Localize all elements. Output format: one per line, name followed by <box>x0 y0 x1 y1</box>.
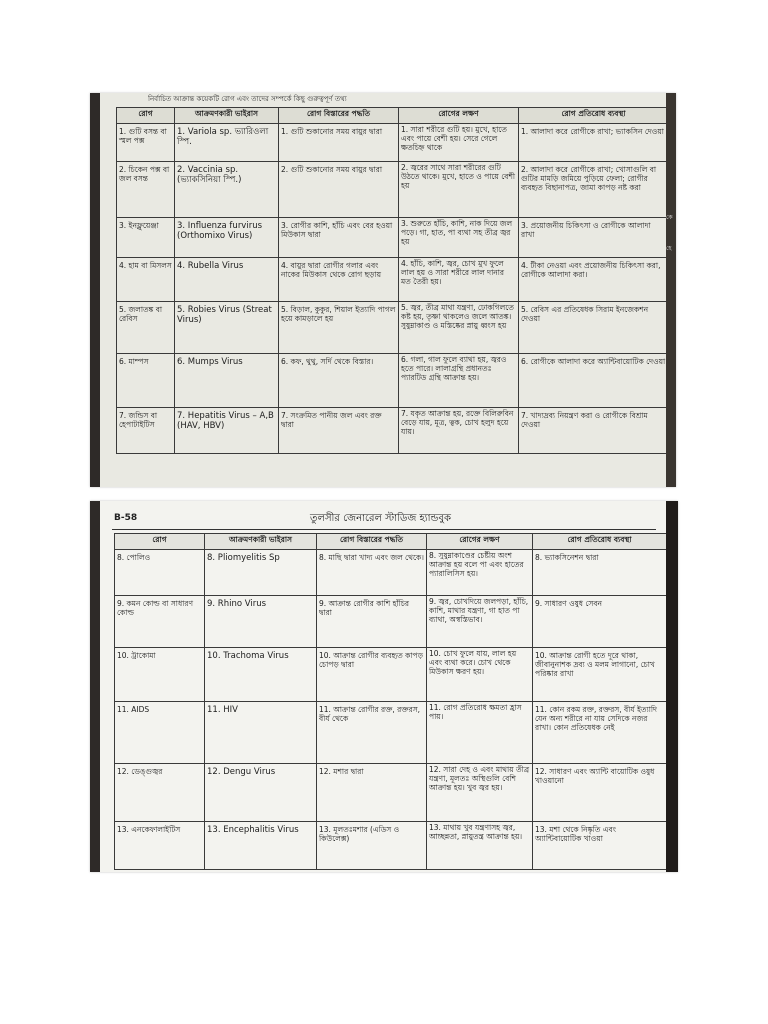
cell-virus: 3. Influenza furvirus (Orthomixo Virus) <box>175 218 279 258</box>
photo-edge-left <box>90 501 100 872</box>
table-row <box>115 822 667 870</box>
bottom-page-photo <box>90 501 678 872</box>
cell-disease: 12. ডেঙ্গুজ্বর <box>115 764 205 822</box>
cell-virus: 11. HIV <box>205 702 317 764</box>
cell-disease: 10. ট্রাকোমা <box>115 648 205 702</box>
cell-spread: 9. আক্রান্ত রোগীর কাশি হাঁচির দ্বারা <box>317 596 427 648</box>
table-header-row <box>117 108 669 124</box>
cell-prevention: 1. আলাদা করে রোগীকে রাখা; ভ্যাকসিন দেওয়া <box>519 124 669 162</box>
book-page <box>100 501 666 872</box>
header-symptoms: রোগের লক্ষণ <box>399 108 519 124</box>
cell-spread: 5. বিড়াল, কুকুর, শিয়াল ইত্যাদি পাগল হয়ে কামড়ালে হয় <box>279 302 399 354</box>
table-row <box>117 218 669 258</box>
cell-spread: 4. বায়ুর দ্বারা রোগীর গলার এবং নাকের মিউকাস থেকে রোগ ছড়ায় <box>279 258 399 302</box>
cell-virus: 12. Dengu Virus <box>205 764 317 822</box>
cell-spread: 7. সংক্রমিত পানীয় জল এবং রক্ত দ্বারা <box>279 408 399 454</box>
header-prevention: রোগ প্রতিরোধ ব্যবস্থা <box>533 534 667 550</box>
cell-prevention: 8. ভ্যাকসিনেশন দ্বারা <box>533 550 667 596</box>
header-spread: রোগ বিস্তারের পদ্ধতি <box>279 108 399 124</box>
cell-prevention: 10. আক্রান্ত রোগী হতে দূরে থাকা, জীবানুনাশক দ্রব্য ও মলম লাগানো, চোখ পরিষ্কার রাখা <box>533 648 667 702</box>
cell-symptoms: 13. মাথায় খুব যন্ত্রণাসহ জ্বর, আচ্ছন্নতা, স্নায়ুতন্ত্র আক্রান্ত হয়। <box>427 822 533 870</box>
table-row <box>115 550 667 596</box>
cell-virus: 6. Mumps Virus <box>175 354 279 408</box>
photo-edge-right <box>666 93 676 487</box>
cell-symptoms: 8. সুষুম্নাকাণ্ডের চেষ্টীয় অংশ আক্রান্ত হয় বলে পা এবং হাতের প্যারালিসিস হয়। <box>427 550 533 596</box>
cell-prevention: 11. কোন রকম রক্ত, রক্তরস, বীর্য ইত্যাদি যেন অন্য শরীরে না যায় সেদিকে নজর রাখা। কোন প্রতিষেধক নেই <box>533 702 667 764</box>
cell-spread: 13. মূলতঃমশার (এডিস ও কিউলেক্স) <box>317 822 427 870</box>
header-rule <box>112 529 656 530</box>
cell-disease: 2. চিকেন পক্স বা জল বসন্ত <box>117 162 175 218</box>
table-row <box>115 764 667 822</box>
cell-disease: 1. গুটি বসন্ত বা স্মল পক্স <box>117 124 175 162</box>
table-row <box>117 354 669 408</box>
cell-virus: 4. Rubella Virus <box>175 258 279 302</box>
header-disease: রোগ <box>115 534 205 550</box>
cell-virus: 1. Variola sp. ভ্যারিওলা স্পি. <box>175 124 279 162</box>
cell-symptoms: 10. চোখ ফুলে যায়, লাল হয় এবং ব্যথা করে। চোখ থেকে মিউকাস ক্ষরণ হয়। <box>427 648 533 702</box>
cell-prevention: 4. টীকা নেওয়া এবং প্রয়োজনীয় চিকিৎসা করা, রোগীকে আলাদা করা। <box>519 258 669 302</box>
header-symptoms: রোগের লক্ষণ <box>427 534 533 550</box>
cell-disease: 7. জন্ডিস বা হেপাটাইটিস <box>117 408 175 454</box>
cell-symptoms: 6. গলা, গাল ফুলে ব্যাথা হয়, জ্বরও হতে পারে। লালাগ্রন্থি প্রধানতঃ প্যারটিড গ্রন্থি আক্রান্ত হয়। <box>399 354 519 408</box>
photo-edge-right <box>666 501 678 872</box>
disease-table-top <box>116 107 669 454</box>
cell-disease: 8. পোলিও <box>115 550 205 596</box>
cell-spread: 3. রোগীর কাশি, হাঁচি এবং বের হওয়া মিউকাস দ্বারা <box>279 218 399 258</box>
table-row <box>115 596 667 648</box>
table-row <box>117 302 669 354</box>
cell-prevention: 13. মশা থেকে নিষ্কৃতি এবং অ্যান্টিবায়োটিক খাওয়া <box>533 822 667 870</box>
cell-virus: 13. Encephalitis Virus <box>205 822 317 870</box>
cell-prevention: 7. খাদ্যদ্রব্য নিয়ন্ত্রণ করা ও রোগীকে বিশ্রাম দেওয়া <box>519 408 669 454</box>
cell-disease: 4. হাম বা মিসলস <box>117 258 175 302</box>
cell-spread: 8. মাছি দ্বারা খাদ্য এবং জল থেকে। <box>317 550 427 596</box>
page-number: B-58 <box>114 513 138 523</box>
cell-spread: 12. মশার দ্বারা <box>317 764 427 822</box>
cell-disease: 11. AIDS <box>115 702 205 764</box>
cell-symptoms: 9. জ্বর, চোখদিয়ে জলপড়া, হাঁচি, কাশি, মাথার যন্ত্রণা, গা হাত পা ব্যাথা, অস্বস্তিভাব। <box>427 596 533 648</box>
header-disease: রোগ <box>117 108 175 124</box>
cell-prevention: 3. প্রয়োজনীয় চিকিৎসা ও রোগীকে আলাদা রাখা <box>519 218 669 258</box>
margin-note: হে <box>666 245 672 252</box>
table-row <box>115 648 667 702</box>
book-page <box>100 93 666 487</box>
cell-symptoms: 3. শুরুতে হাঁচি, কাশি, নাক দিয়ে জল পড়ে। গা, হাত, পা ব্যথা সহ তীব্র জ্বর হয় <box>399 218 519 258</box>
cell-spread: 1. গুটি শুকানোর সময় বায়ুর দ্বারা <box>279 124 399 162</box>
cell-virus: 10. Trachoma Virus <box>205 648 317 702</box>
table-header-row <box>115 534 667 550</box>
cell-virus: 9. Rhino Virus <box>205 596 317 648</box>
cell-spread: 6. কফ, থুথু, সর্দি থেকে বিস্তার। <box>279 354 399 408</box>
cell-symptoms: 5. জ্বর, তীব্র মাথা যন্ত্রণা, ঢোকগিলতে কষ্ট হয়, তৃষ্ণা থাকলেও জলে আতঙ্ক। সুষুম্নাকাণ্ড ও মস্তিষ্কের স্নায়ু ধ্বংস হয় <box>399 302 519 354</box>
cell-prevention: 9. সাধারণ ওষুধ সেবন <box>533 596 667 648</box>
photo-edge-left <box>90 93 100 487</box>
cell-virus: 8. Pliomyelitis Sp <box>205 550 317 596</box>
cell-symptoms: 11. রোগ প্রতিরোধ ক্ষমতা হ্রাস পায়। <box>427 702 533 764</box>
cell-prevention: 5. রেবিস এর প্রতিষেধক সিরাম ইনজেকশন দেওয়া <box>519 302 669 354</box>
table-caption: নির্বাচিত আক্রান্ত কয়েকটি রোগ এবং তাদের সম্পর্কে কিছু গুরুত্বপূর্ণ তথ্য <box>148 95 347 103</box>
cell-spread: 11. আক্রান্ত রোগীর রক্ত, রক্তরস, বীর্য থেকে <box>317 702 427 764</box>
table-row <box>117 258 669 302</box>
top-page-photo <box>90 93 676 487</box>
cell-prevention: 2. আলাদা করে রোগীকে রাখা; খোসাগুলি বা গুটির মামড়ি জমিয়ে পুড়িয়ে ফেলা; রোগীর ব্যবহৃত বিছানাপত্র, জামা কাপড় নষ্ট করা <box>519 162 669 218</box>
cell-disease: 3. ইনফ্লুয়েঞ্জা <box>117 218 175 258</box>
cell-disease: 13. এনকেফালাইটিস <box>115 822 205 870</box>
cell-virus: 5. Robies Virus (Streat Virus) <box>175 302 279 354</box>
table-row <box>117 162 669 218</box>
header-spread: রোগ বিস্তারের পদ্ধতি <box>317 534 427 550</box>
table-row <box>117 408 669 454</box>
cell-symptoms: 2. জ্বরের সাথে সারা শরীরের গুটি উঠতে থাকে। মুখে, হাতে ও পায়ে বেশী হয় <box>399 162 519 218</box>
cell-prevention: 12. সাধারণ এবং অ্যান্টি বায়োটিক ওষুধ খাওয়ানো <box>533 764 667 822</box>
cell-virus: 7. Hepatitis Virus – A,B (HAV, HBV) <box>175 408 279 454</box>
header-virus: আক্রমণকারী ভাইরাস <box>175 108 279 124</box>
cell-disease: 9. কমন কোল্ড বা সাধারণ কোল্ড <box>115 596 205 648</box>
cell-symptoms: 12. সারা দেহ ও এবং মাথায় তীব্র যন্ত্রণা, মূলতঃ অস্থিগুলি বেশি আক্রান্ত হয়। খুব জ্বর হয়। <box>427 764 533 822</box>
book-title: তুলসীর জেনারেল স্টাডিজ হ্যান্ডবুক <box>310 513 452 524</box>
cell-symptoms: 7. যকৃত আক্রান্ত হয়, রক্তে বিলিরুবিন বেড়ে যায়, মূত্র, ত্বক, চোখ হলুদ হয়ে যায়। <box>399 408 519 454</box>
cell-prevention: 6. রোগীকে আলাদা করে অ্যান্টিবায়োটিক দেওয়া <box>519 354 669 408</box>
margin-note: কে <box>666 214 673 221</box>
cell-spread: 10. আক্রান্ত রোগীর ব্যবহৃত কাপড় চোপড় দ্বারা <box>317 648 427 702</box>
cell-disease: 6. মাম্পস <box>117 354 175 408</box>
header-prevention: রোগ প্রতিরোধ ব্যবস্থা <box>519 108 669 124</box>
header-virus: আক্রমণকারী ভাইরাস <box>205 534 317 550</box>
cell-symptoms: 1. সারা শরীরে গুটি হয়। মুখে, হাতে এবং পায়ে বেশী হয়। সেরে গেলে ক্ষতচিহ্ন থাকে <box>399 124 519 162</box>
cell-disease: 5. জলাতঙ্ক বা রেবিস <box>117 302 175 354</box>
cell-spread: 2. গুটি শুকানোর সময় বায়ুর দ্বারা <box>279 162 399 218</box>
disease-table-bottom <box>114 533 667 870</box>
cell-virus: 2. Vaccinia sp. (ভ্যাকসিনিয়া স্পি.) <box>175 162 279 218</box>
table-row <box>117 124 669 162</box>
cell-symptoms: 4. হাঁচি, কাশি, জ্বর, চোখ মুখ ফুলে লাল হয় ও সারা শরীরে লাল দানার মত তৈরী হয়। <box>399 258 519 302</box>
table-row <box>115 702 667 764</box>
